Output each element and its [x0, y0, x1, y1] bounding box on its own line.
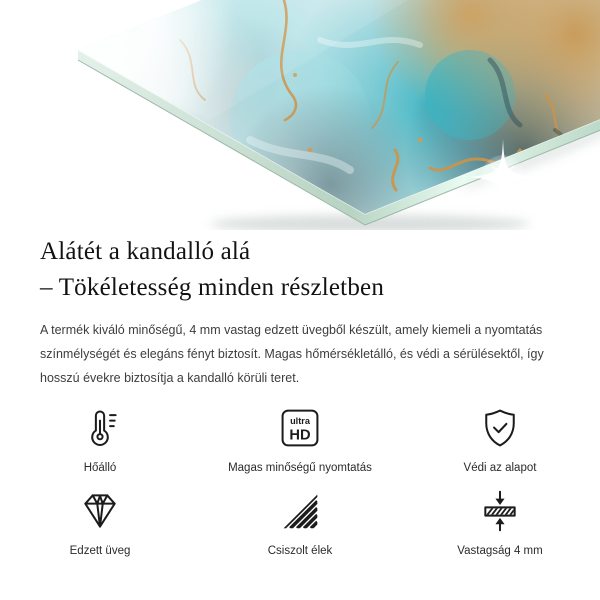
product-description: A termék kiváló minőségű, 4 mm vastag edzett üvegből készült, amely kiemeli a nyomtatás színmélységét és elegáns fényt biztosít. Magas hőmérsékletálló, és védi a sérülésektől, így hosszú évekre biztosítja a kandalló körüli teret.	[40, 323, 544, 385]
feature-tempered-glass	[0, 489, 200, 558]
content-area	[0, 234, 600, 558]
feature-label: Védi az alapot	[463, 462, 537, 474]
thermometer-icon	[78, 406, 122, 450]
feature-grid	[0, 406, 600, 558]
diamond-icon	[78, 489, 122, 533]
feature-label: Magas minőségű nyomtatás	[228, 462, 372, 474]
svg-text:HD: HD	[289, 427, 311, 444]
shield-check-icon	[478, 406, 522, 450]
ultra-hd-icon	[278, 406, 322, 450]
feature-label: Vastagság 4 mm	[457, 545, 543, 557]
polished-edges-icon	[278, 489, 322, 533]
page-title	[40, 234, 560, 306]
feature-thickness	[400, 489, 600, 558]
thickness-icon	[478, 489, 522, 533]
glass-panel-photo	[0, 0, 600, 230]
title-line-1: Alátét a kandalló alá	[40, 238, 251, 265]
svg-text:ultra: ultra	[290, 415, 310, 426]
feature-ultra-hd-print	[200, 406, 400, 475]
product-image	[0, 0, 600, 230]
feature-label: Edzett üveg	[69, 545, 131, 557]
feature-heat-resistant	[0, 406, 200, 475]
feature-protects-base	[400, 406, 600, 475]
feature-label: Csiszolt élek	[267, 545, 333, 557]
feature-label: Hőálló	[83, 462, 117, 474]
feature-polished-edges	[200, 489, 400, 558]
title-line-2: – Tökéletesség minden részletben	[40, 274, 385, 301]
